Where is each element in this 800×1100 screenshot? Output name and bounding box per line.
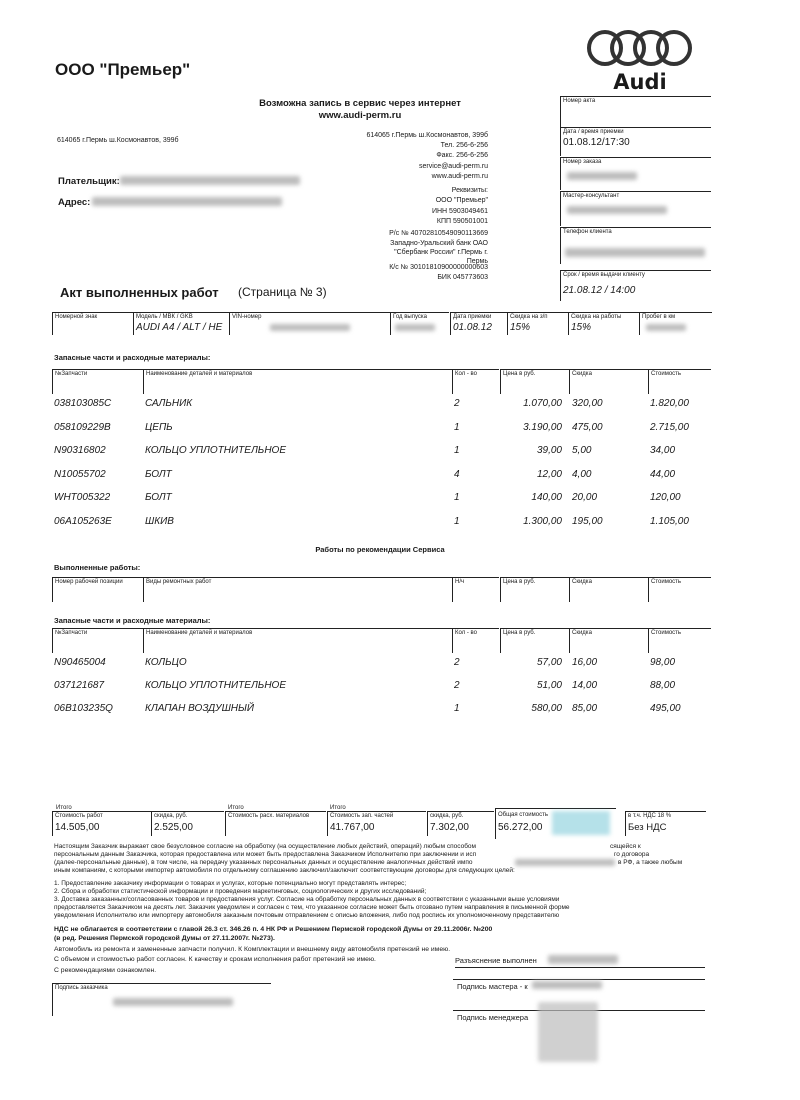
table-cell: 1	[454, 515, 460, 527]
consent-line-3b: в РФ, а также любым	[618, 859, 683, 866]
column-header	[500, 628, 569, 653]
table-cell: 44,00	[650, 468, 676, 480]
consent-item-3: 3. Доставка заказанных/согласованных товаров и предоставления услуг. Согласие на обработку персональных данных в соответствии с указанными выше условиями	[54, 896, 560, 903]
parts1-section-title: Запасные части и расходные материалы:	[54, 353, 211, 362]
table-cell: 058109229B	[54, 421, 111, 433]
materials-box: Стоимость расх. материалов	[225, 811, 326, 836]
table-cell: 3.190,00	[523, 421, 562, 433]
total-redacted	[552, 811, 610, 835]
note-3: С рекомендациями ознакомлен.	[54, 967, 157, 974]
req-name: ООО "Премьер"	[435, 197, 488, 204]
table-cell: 16,00	[572, 657, 598, 668]
stamp-redacted	[538, 1002, 598, 1062]
table-cell: 1.070,00	[523, 398, 562, 409]
master-signature-line	[453, 979, 705, 980]
req-bik: БИК 045773603	[437, 274, 488, 281]
column-header-label: №Запчасти	[55, 371, 88, 377]
customer-signature-box: Подпись заказчика	[52, 983, 271, 1016]
column-header	[52, 369, 143, 394]
date-value: 01.08.12	[453, 322, 492, 333]
req-inn: ИНН 5903049461	[431, 208, 488, 215]
table-cell: 580,00	[531, 703, 562, 714]
explanation-label: Разъяснение выполнен	[455, 956, 537, 965]
table-cell: БОЛТ	[145, 468, 172, 480]
req-bank2: "Сбербанк России" г.Пермь г.	[394, 249, 488, 256]
audi-logo	[585, 28, 695, 98]
column-header	[143, 369, 452, 394]
column-header-label: Номер рабочей позиции	[55, 579, 123, 585]
master-redacted	[532, 981, 602, 989]
table-cell: 51,00	[536, 680, 562, 691]
model-box: Модель / МВК / GKB AUDI A4 / ALT / HE	[133, 312, 229, 335]
parts-disc-box: скидка, руб. 7.302,00	[427, 811, 494, 836]
table-cell: КЛАПАН ВОЗДУШНЫЙ	[145, 703, 255, 714]
table-cell: 20,00	[572, 492, 598, 503]
address-right: 614065 г.Пермь ш.Космонавтов, 399б	[366, 132, 488, 139]
table-cell: 5,00	[572, 445, 592, 456]
table-cell: 1	[454, 703, 460, 714]
consent-line-1b: сящейся к	[610, 843, 641, 850]
master-box: Мастер-консультант	[560, 191, 711, 226]
column-header-label: Наименование деталей и материалов	[146, 371, 253, 377]
table-cell: 2.715,00	[650, 421, 689, 433]
column-header	[500, 369, 569, 394]
column-header-label: Цена в руб.	[503, 371, 536, 377]
recommend-title: Работы по рекомендации Сервиса	[315, 545, 445, 554]
work-disc-box: скидка, руб. 2.525,00	[151, 811, 224, 836]
column-header	[452, 369, 499, 394]
column-header	[648, 628, 711, 653]
column-header	[143, 577, 452, 602]
table-cell: 038103085C	[54, 398, 112, 409]
table-cell: ШКИВ	[145, 515, 174, 527]
disc-work-box: Скидка на работы 15%	[568, 312, 639, 335]
table-cell: 495,00	[650, 703, 681, 714]
note-2: С объемом и стоимостью работ согласен. К качеству и срокам исполнения работ претензий не имею.	[54, 956, 376, 963]
table-cell: БОЛТ	[145, 492, 172, 503]
explanation-line	[455, 967, 705, 968]
table-cell: 88,00	[650, 680, 676, 691]
model-value: AUDI A4 / ALT / HE	[136, 322, 223, 333]
column-header	[452, 628, 499, 653]
table-cell: 2	[454, 398, 460, 409]
table-cell: КОЛЬЦО УПЛОТНИТЕЛЬНОЕ	[145, 680, 286, 691]
act-number-box: Номер акта	[560, 96, 711, 127]
parts-cost-box: Стоимость зап. частей 41.767,00	[327, 811, 426, 836]
column-header	[52, 577, 143, 602]
req-ks: К/с № 30101810900000000603	[389, 264, 488, 271]
column-header-label: Стоимость	[651, 579, 682, 585]
table-cell: 1	[454, 421, 460, 433]
address-redacted	[92, 197, 282, 206]
company-name: ООО "Премьер"	[55, 60, 191, 79]
work-cost-box: Стоимость работ 14.505,00	[52, 811, 151, 836]
req-bank1: Западно-Уральский банк ОАО	[390, 240, 488, 247]
column-header	[648, 369, 711, 394]
column-header	[452, 577, 499, 602]
payer-label: Плательщик:	[58, 176, 120, 187]
table-cell: КОЛЬЦО УПЛОТНИТЕЛЬНОЕ	[145, 445, 286, 456]
table-cell: 320,00	[572, 398, 603, 409]
order-box: Номер заказа	[560, 157, 711, 190]
table-cell: КОЛЬЦО	[145, 657, 187, 668]
table-cell: 34,00	[650, 445, 676, 456]
column-header-label: Кол - во	[455, 630, 477, 636]
parts2-section-title: Запасные части и расходные материалы:	[54, 616, 211, 625]
payer-redacted	[120, 176, 300, 185]
table-cell: 140,00	[531, 492, 562, 503]
vat-note-2: (в ред. Решения Пермской городской Думы от 27.11.2007г. №273).	[54, 935, 275, 942]
receipt-value: 01.08.12/17:30	[563, 137, 630, 148]
column-header-label: №Запчасти	[55, 630, 88, 636]
column-header	[648, 577, 711, 602]
receipt-box: Дата / время приемки 01.08.12/17:30	[560, 127, 711, 156]
works-section-title: Выполненные работы:	[54, 563, 141, 572]
mileage-box: Пробег в км	[639, 312, 712, 335]
table-cell: 475,00	[572, 421, 603, 433]
column-header-label: Цена в руб.	[503, 630, 536, 636]
page-number: (Страница № 3)	[238, 285, 327, 299]
table-cell: WHT005322	[54, 492, 111, 503]
column-header-label: Стоимость	[651, 630, 682, 636]
table-cell: 39,00	[536, 445, 562, 456]
website-text: www.audi-perm.ru	[318, 110, 402, 121]
table-cell: 85,00	[572, 703, 598, 714]
fax: Факс. 256-6-256	[436, 152, 488, 159]
consent-redacted	[515, 859, 615, 866]
itogo-2: Итого	[228, 805, 244, 811]
table-cell: 14,00	[572, 680, 598, 691]
total-box: Общая стоимость 56.272,00	[495, 808, 616, 839]
column-header-label: Скидка	[572, 579, 592, 585]
table-cell: 195,00	[572, 515, 603, 527]
explanation-redacted	[548, 955, 618, 964]
table-cell: 06A105263E	[54, 515, 112, 527]
consent-item-1: 1. Предоставление заказчику информации о товарах и услугах, которые потенциально могут представлять интерес;	[54, 880, 407, 887]
req-rs: Р/с № 40702810549090113669	[389, 230, 488, 237]
vat-note-1: НДС не облагается в соответствии с главой 26.3 ст. 346.26 п. 4 НК РФ и Решением Пермской городской Думы от 29.11.2006г. №200	[54, 926, 493, 933]
vat-value: Без НДС	[628, 822, 667, 833]
requisites-title: Реквизиты:	[451, 187, 488, 194]
table-cell: 1.105,00	[650, 515, 689, 527]
parts-cost-value: 41.767,00	[330, 822, 375, 833]
disc-labor-box: Скидка на з/п 15%	[507, 312, 568, 335]
date-box: Дата приемки 01.08.12	[450, 312, 507, 335]
req-kpp: КПП 590501001	[436, 218, 488, 225]
consent-item-3c: уведомления Исполнителю или импортеру автомобиля заказным почтовым отправлением с описью вложения, либо под роспись их уполномоченному представителю	[54, 912, 560, 919]
manager-signature-label: Подпись менеджера	[457, 1013, 529, 1022]
work-cost-value: 14.505,00	[55, 822, 100, 833]
plate-box: Номерной знак	[52, 312, 133, 335]
table-cell: 06B103235Q	[54, 703, 113, 714]
work-disc-value: 2.525,00	[154, 822, 193, 833]
client-phone-box: Телефон клиента	[560, 227, 711, 264]
table-cell: 2	[454, 680, 460, 691]
table-cell: САЛЬНИК	[145, 398, 193, 409]
email: service@audi-perm.ru	[419, 163, 488, 170]
column-header-label: Скидка	[572, 371, 592, 377]
consent-item-3b: предоставляется Заказчиком на десять лет. Заказчик уведомлен и согласен с тем, что указанное согласие может быть отозвано путем направления в письменной форме	[54, 904, 570, 911]
column-header	[569, 628, 648, 653]
page-title: Акт выполненных работ	[60, 285, 219, 300]
consent-line-4: иным компаниям, с которыми импортер автомобиля по отдельному соглашению заключил/заключит соответствующие договоры для следующих целей:	[54, 867, 515, 874]
table-cell: ЦЕПЬ	[145, 421, 173, 433]
req-bank3: Пермь	[466, 258, 488, 265]
deadline-value: 21.08.12 / 14:00	[563, 285, 636, 296]
column-header	[143, 628, 452, 653]
vin-box: VIN-номер	[229, 312, 390, 335]
table-cell: 1	[454, 492, 460, 503]
consent-line-2: персональным данным Заказчика, которая предоставлена или может быть предоставлена Заказчиком Исполнителю при заключении и исп	[54, 851, 477, 858]
column-header	[569, 369, 648, 394]
itogo-1: Итого	[56, 805, 72, 811]
site: www.audi-perm.ru	[431, 173, 488, 180]
table-cell: 120,00	[650, 492, 681, 503]
master-signature-label: Подпись мастера - к	[457, 982, 528, 991]
column-header-label: Наименование деталей и материалов	[146, 630, 253, 636]
year-box: Год выпуска	[390, 312, 449, 335]
note-1: Автомобиль из ремонта и замененные запчасти получил. К Комплектации и внешнему виду автомобиля претензий не имею.	[54, 946, 451, 953]
address-label: Адрес:	[58, 197, 91, 208]
disc-work-value: 15%	[571, 322, 592, 333]
online-booking-text: Возможна запись в сервис через интернет	[259, 98, 461, 109]
vat-box: в т.ч. НДС 18 % Без НДС	[625, 811, 706, 836]
consent-line-2b: го договора	[614, 851, 650, 858]
column-header	[500, 577, 569, 602]
tel: Тел. 256-6-256	[440, 142, 488, 149]
column-header-label: Стоимость	[651, 371, 682, 377]
audi-rings-icon	[585, 28, 695, 72]
column-header-label: Кол - во	[455, 371, 477, 377]
column-header-label: Н/ч	[455, 579, 465, 585]
table-cell: 2	[454, 657, 460, 668]
table-cell: 1	[454, 445, 460, 456]
consent-line-3: (далее-персональные данные), в том числе, на передачу указанных персональных данных и осуществление аналогичных действий импо	[54, 859, 473, 866]
parts-disc-value: 7.302,00	[430, 822, 469, 833]
table-cell: 1.300,00	[523, 515, 562, 527]
table-cell: 4,00	[572, 468, 592, 480]
table-cell: N90316802	[54, 445, 106, 456]
consent-line-1: Настоящим Заказчик выражает свое безусловное согласие на обработку (на осуществление любых действий, операций) любым способом	[54, 843, 477, 850]
audi-wordmark: Audi	[613, 70, 667, 94]
table-cell: 57,00	[536, 657, 562, 668]
deadline-box: Срок / время выдачи клиенту 21.08.12 / 14:00	[560, 270, 711, 301]
table-cell: 98,00	[650, 657, 676, 668]
column-header-label: Виды ремонтных работ	[146, 579, 212, 585]
table-cell: N10055702	[54, 468, 106, 480]
table-cell: N90465004	[54, 657, 106, 668]
column-header	[569, 577, 648, 602]
column-header-label: Цена в руб.	[503, 579, 536, 585]
table-cell: 037121687	[54, 680, 105, 691]
column-header	[52, 628, 143, 653]
table-cell: 1.820,00	[650, 398, 689, 409]
consent-item-2: 2. Сбора и обработки статистической информации и проведения маркетинговых, социологических и других исследований;	[54, 888, 427, 895]
column-header-label: Скидка	[572, 630, 592, 636]
itogo-3: Итого	[330, 805, 346, 811]
address-left: 614065 г.Пермь ш.Космонавтов, 399б	[57, 137, 179, 144]
total-value: 56.272,00	[498, 822, 543, 833]
table-cell: 4	[454, 468, 460, 480]
disc-labor-value: 15%	[510, 322, 531, 333]
table-cell: 12,00	[536, 468, 562, 480]
